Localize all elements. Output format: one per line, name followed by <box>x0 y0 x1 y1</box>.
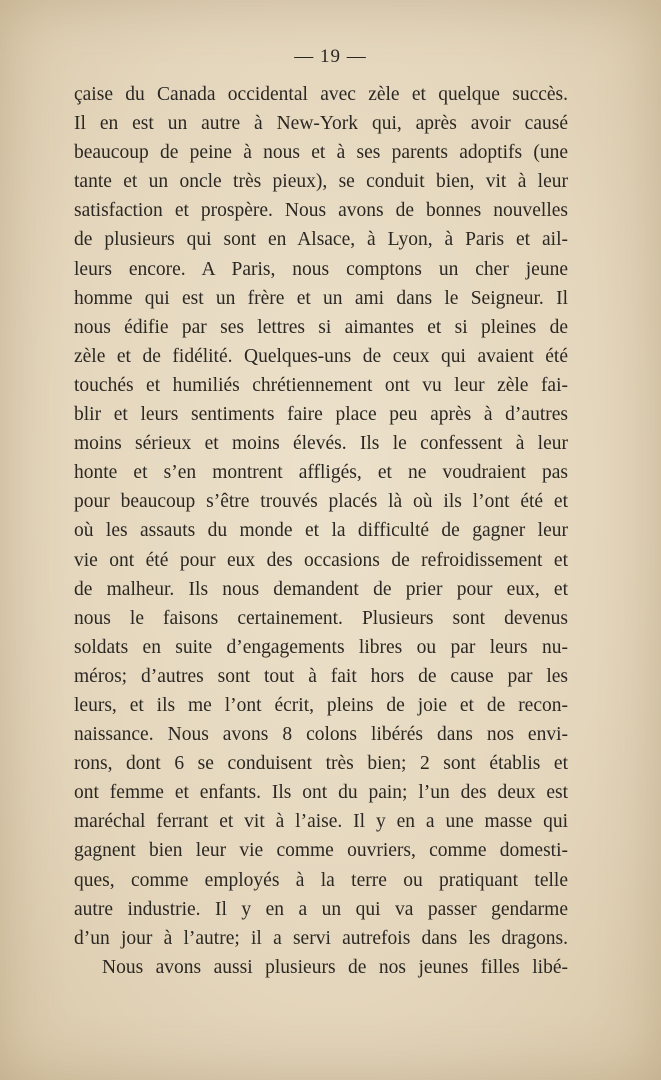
text-line: autre industrie. Il y en a un qui va passer gendarme <box>74 898 568 920</box>
text-line: nous le faisons certainement. Plusieurs sont devenus <box>74 607 568 629</box>
text-line: touchés et humiliés chrétiennement ont vu leur zèle fai- <box>74 374 568 396</box>
text-line: honte et s’en montrent affligés, et ne voudraient pas <box>74 462 568 484</box>
text-line: soldats en suite d’engagements libres ou par leurs nu- <box>74 636 568 658</box>
text-line: maréchal ferrant et vit à l’aise. Il y en a une masse qui <box>74 811 568 833</box>
text-line: Il en est un autre à New-York qui, après avoir causé <box>74 113 568 135</box>
text-line: zèle et de fidélité. Quelques-uns de ceux qui avaient été <box>74 345 568 367</box>
text-line: où les assauts du monde et la difficulté de gagner leur <box>74 520 568 542</box>
text-line: de malheur. Ils nous demandent de prier pour eux, et <box>74 578 568 600</box>
text-line: nous édifie par ses lettres si aimantes et si pleines de <box>74 316 568 338</box>
text-line: pour beaucoup s’être trouvés placés là où ils l’ont été et <box>74 491 568 513</box>
text-line: vie ont été pour eux des occasions de refroidissement et <box>74 549 568 571</box>
text-line: rons, dont 6 se conduisent très bien; 2 sont établis et <box>74 753 568 775</box>
text-line: gagnent bien leur vie comme ouvriers, comme domesti- <box>74 840 568 862</box>
text-line: de plusieurs qui sont en Alsace, à Lyon, à Paris et ail- <box>74 229 568 251</box>
text-line: naissance. Nous avons 8 colons libérés dans nos envi- <box>74 724 568 746</box>
text-line: Nous avons aussi plusieurs de nos jeunes filles libé- <box>102 956 568 978</box>
text-line: homme qui est un frère et un ami dans le Seigneur. Il <box>74 287 568 309</box>
text-line: blir et leurs sentiments faire place peu après à d’autres <box>74 404 568 426</box>
text-line: d’un jour à l’autre; il a servi autrefois dans les dragons. <box>74 927 568 949</box>
text-line: ques, comme employés à la terre ou pratiquant telle <box>74 869 568 891</box>
text-line: ont femme et enfants. Ils ont du pain; l’un des deux est <box>74 782 568 804</box>
body-text <box>74 80 568 982</box>
text-line: leurs, et ils me l’ont écrit, pleins de joie et de recon- <box>74 694 568 716</box>
text-line: méros; d’autres sont tout à fait hors de cause par les <box>74 665 568 687</box>
text-line: leurs encore. A Paris, nous comptons un cher jeune <box>74 258 568 280</box>
text-line: çaise du Canada occidental avec zèle et quelque succès. <box>74 84 568 105</box>
text-line: satisfaction et prospère. Nous avons de bonnes nouvelles <box>74 200 568 222</box>
text-line: tante et un oncle très pieux), se conduit bien, vit à leur <box>74 171 568 193</box>
text-line: beaucoup de peine à nous et à ses parents adoptifs (une <box>74 142 568 164</box>
text-line: moins sérieux et moins élevés. Ils le confessent à leur <box>74 433 568 455</box>
page-number: — 19 — <box>294 46 367 67</box>
